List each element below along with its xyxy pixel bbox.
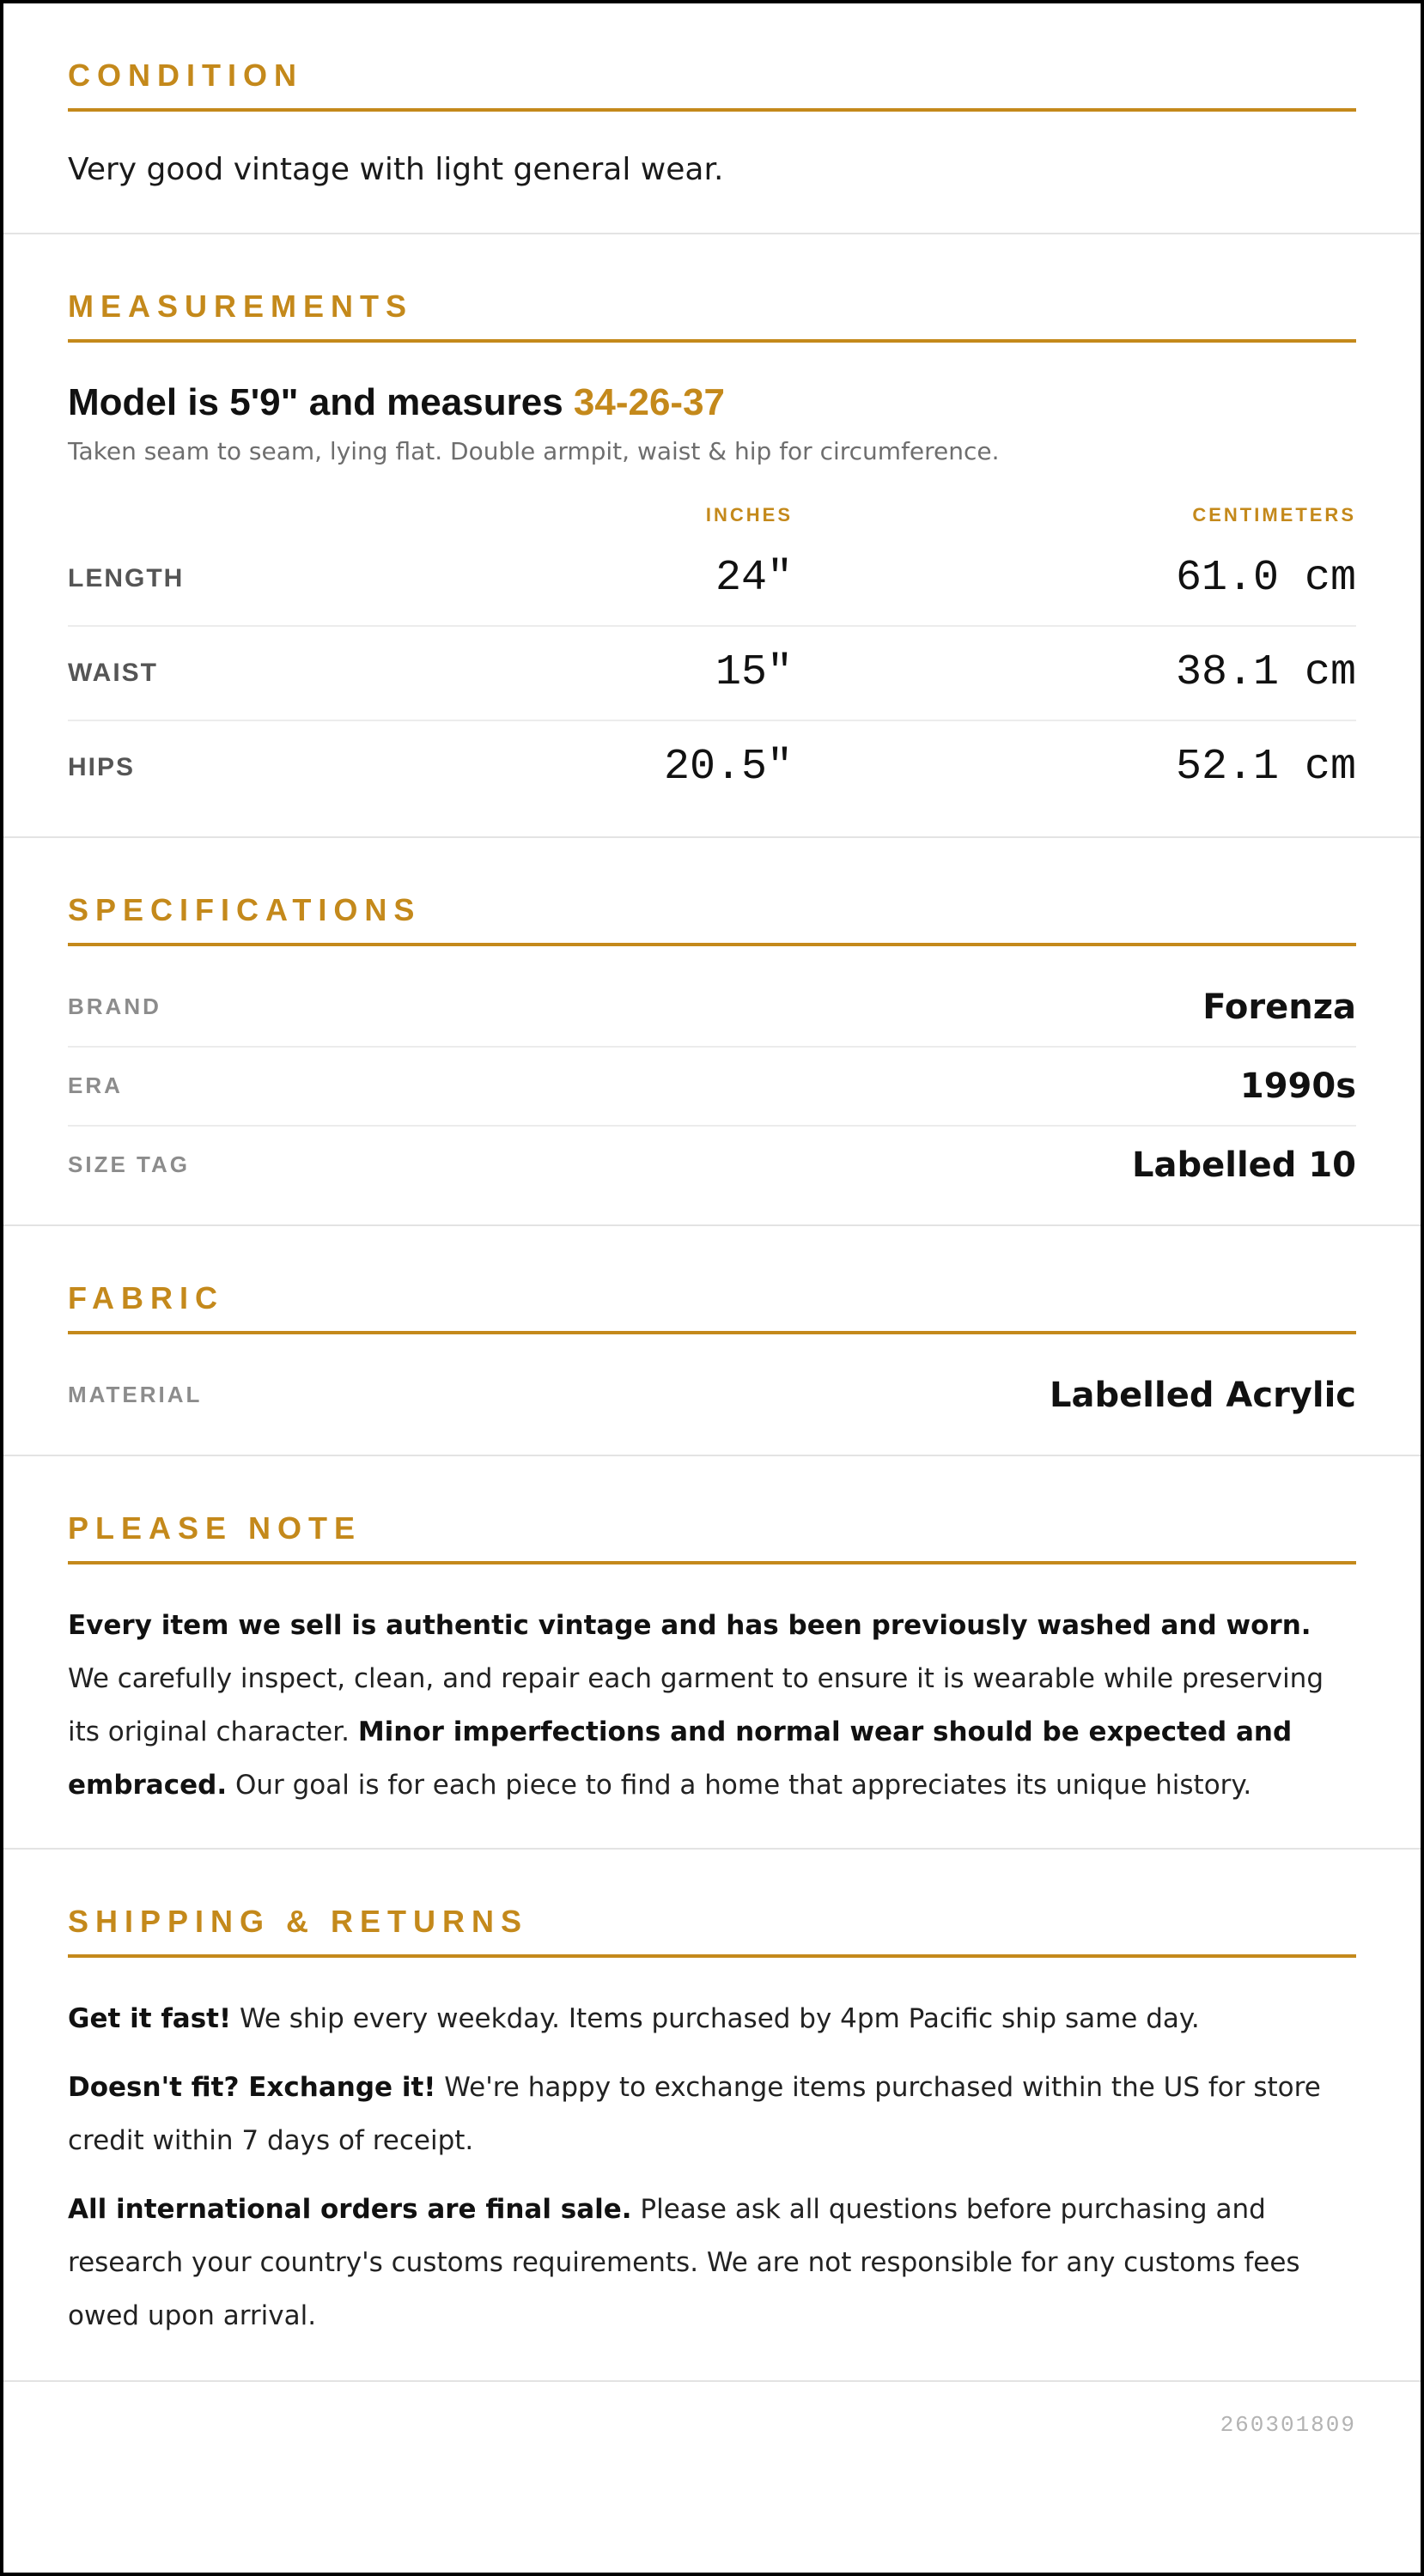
shipping-text: We're happy to exchange items purchased within the US for store credit within 7 days of receipt. bbox=[68, 2071, 1321, 2156]
specifications-section bbox=[3, 838, 1421, 1226]
measurements-header-row bbox=[68, 498, 1356, 532]
shipping-text: We ship every weekday. Items purchased by 4pm Pacific ship same day. bbox=[231, 2002, 1200, 2034]
note-text-2: Our goal is for each piece to find a home that appreciates its unique history. bbox=[227, 1769, 1252, 1801]
list-item bbox=[68, 969, 1356, 1048]
spec-value: Labelled 10 bbox=[1131, 1145, 1356, 1185]
shipping-bold: Doesn't fit? Exchange it! bbox=[68, 2071, 436, 2103]
table-row bbox=[68, 721, 1356, 814]
list-item bbox=[68, 1048, 1356, 1127]
spec-label: ERA bbox=[68, 1072, 123, 1099]
footer bbox=[3, 2382, 1421, 2468]
measurement-cm: 61.0 cm bbox=[1175, 554, 1356, 604]
measurement-inches: 15" bbox=[715, 648, 793, 698]
shipping-paragraphs bbox=[68, 1958, 1356, 2380]
measurement-label: WAIST bbox=[68, 658, 158, 687]
spec-value: Forenza bbox=[1202, 987, 1356, 1027]
please-note-text bbox=[68, 1564, 1356, 1848]
model-prefix: Model is 5'9" and measures bbox=[68, 381, 574, 424]
spec-label: BRAND bbox=[68, 993, 161, 1020]
measurement-cm: 38.1 cm bbox=[1175, 648, 1356, 698]
measurement-cm: 52.1 cm bbox=[1175, 743, 1356, 793]
fabric-section bbox=[3, 1226, 1421, 1456]
fabric-heading: FABRIC bbox=[68, 1226, 1356, 1334]
shipping-paragraph bbox=[68, 2183, 1356, 2342]
list-item bbox=[68, 1357, 1356, 1434]
shipping-text: Please ask all questions before purchasing and research your country's customs requirements. We are not responsible for any customs fees owed upon arrival. bbox=[68, 2193, 1300, 2331]
measurement-inches: 20.5" bbox=[663, 743, 793, 793]
specifications-heading: SPECIFICATIONS bbox=[68, 838, 1356, 946]
sku-number: 260301809 bbox=[1220, 2411, 1356, 2438]
shipping-paragraph bbox=[68, 1992, 1356, 2045]
measurements-section bbox=[3, 234, 1421, 838]
measurements-table bbox=[68, 498, 1356, 836]
condition-text: Very good vintage with light general wear. bbox=[68, 152, 724, 187]
shipping-returns-heading: SHIPPING & RETURNS bbox=[68, 1850, 1356, 1958]
fabric-label: MATERIAL bbox=[68, 1382, 203, 1408]
measurement-label: LENGTH bbox=[68, 563, 185, 592]
condition-heading: CONDITION bbox=[68, 3, 1356, 112]
header-inches: INCHES bbox=[705, 503, 793, 526]
model-measures-value: 34-26-37 bbox=[573, 381, 726, 424]
please-note-section bbox=[3, 1456, 1421, 1850]
model-measurements bbox=[68, 382, 1356, 423]
shipping-bold: Get it fast! bbox=[68, 2002, 232, 2034]
condition-section bbox=[3, 3, 1421, 234]
table-row bbox=[68, 627, 1356, 721]
spec-label: SIZE TAG bbox=[68, 1151, 190, 1178]
fabric-list bbox=[68, 1334, 1356, 1455]
shipping-paragraph bbox=[68, 2061, 1356, 2167]
measurements-heading: MEASUREMENTS bbox=[68, 234, 1356, 343]
note-bold-2: Minor imperfections and normal wear should be expected and embraced. bbox=[68, 1716, 1293, 1801]
fabric-value: Labelled Acrylic bbox=[1050, 1375, 1356, 1415]
please-note-heading: PLEASE NOTE bbox=[68, 1456, 1356, 1564]
note-bold-1: Every item we sell is authentic vintage and has been previously washed and worn. bbox=[68, 1609, 1311, 1641]
shipping-bold: All international orders are final sale. bbox=[68, 2193, 632, 2225]
measurement-inches: 24" bbox=[715, 554, 793, 604]
spec-value: 1990s bbox=[1239, 1066, 1356, 1106]
table-row bbox=[68, 532, 1356, 627]
specifications-list bbox=[68, 946, 1356, 1224]
measurements-subtitle: Taken seam to seam, lying flat. Double armpit, waist & hip for circumference. bbox=[68, 436, 1000, 465]
list-item bbox=[68, 1127, 1356, 1204]
product-details-panel bbox=[3, 3, 1421, 2573]
header-centimeters: CENTIMETERS bbox=[1192, 503, 1356, 526]
shipping-returns-section bbox=[3, 1850, 1421, 2382]
measurement-label: HIPS bbox=[68, 752, 136, 781]
note-text-1: We carefully inspect, clean, and repair each garment to ensure it is wearable while preserving its original character. bbox=[68, 1662, 1324, 1747]
